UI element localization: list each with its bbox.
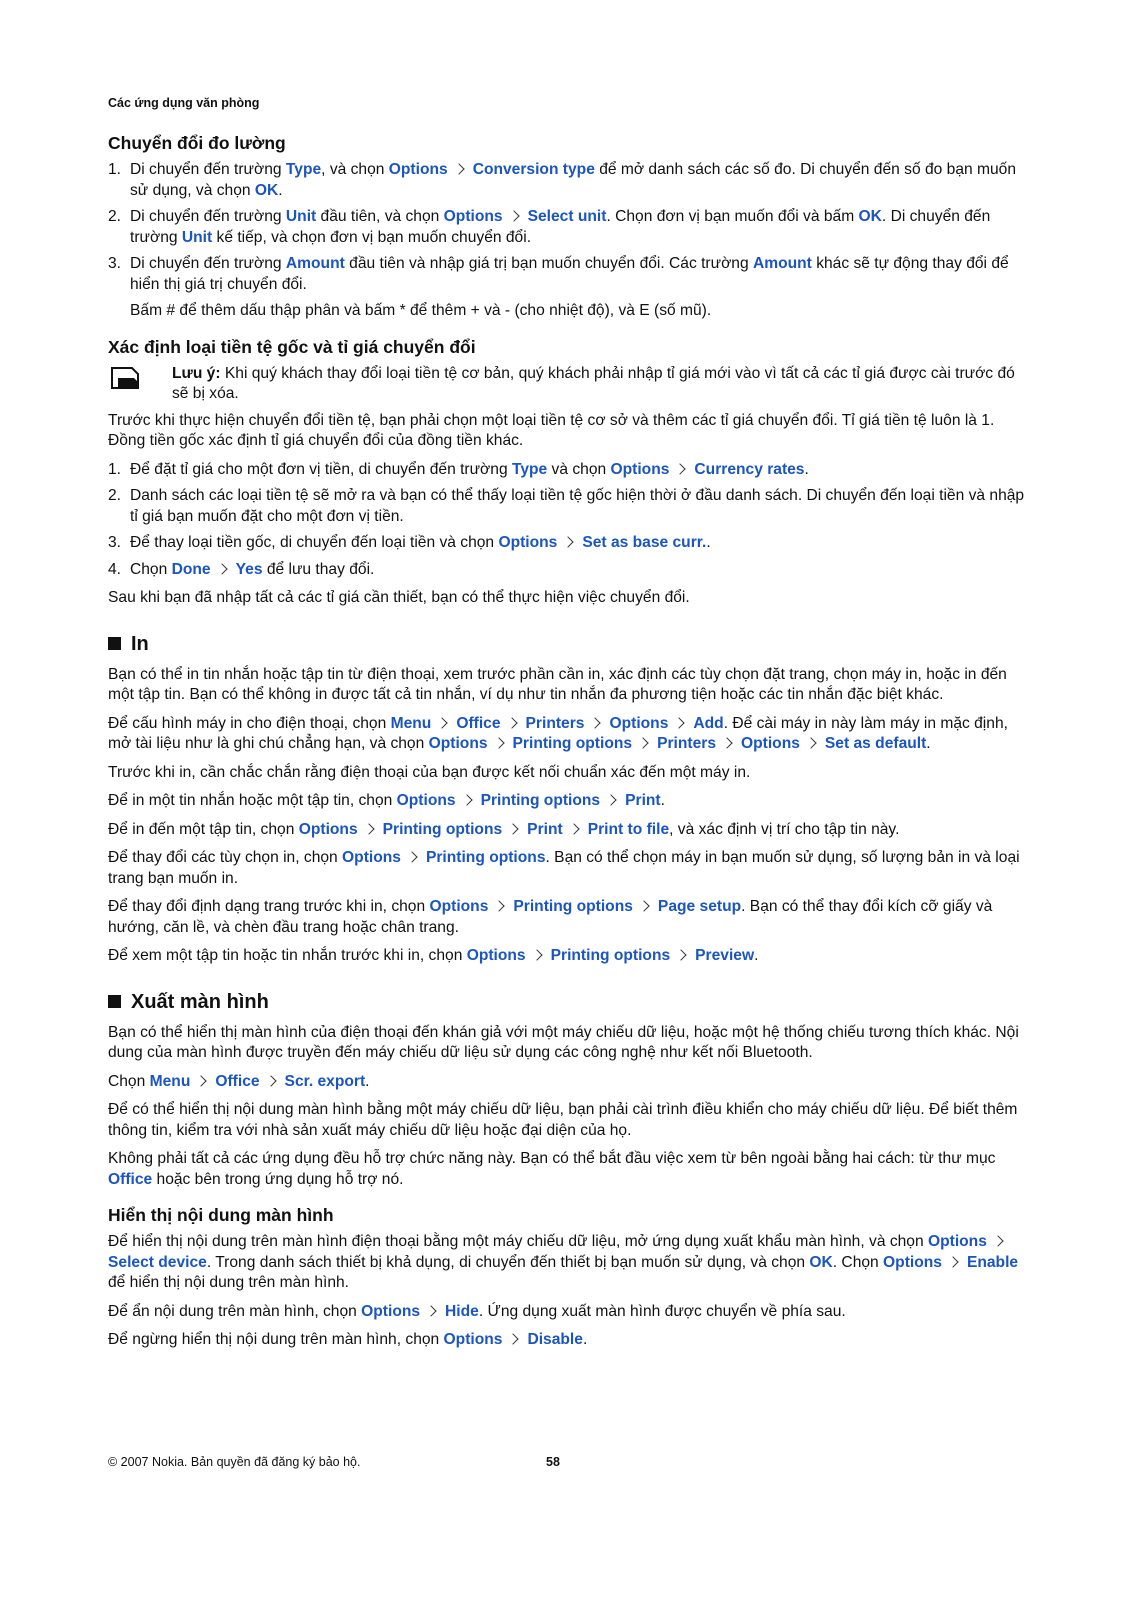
keyword: Options <box>498 534 558 551</box>
text: đầu tiên, và chọn <box>316 208 444 225</box>
section-heading-print <box>108 631 1026 657</box>
keyword: Options <box>883 1253 942 1271</box>
list-item <box>108 207 1026 248</box>
chevron-right-icon <box>805 738 816 749</box>
chevron-right-icon <box>508 823 519 834</box>
chevron-right-icon <box>265 1075 276 1086</box>
text: . Chọn <box>832 1253 884 1271</box>
paragraph: Sau khi bạn đã nhập tất cả các tỉ giá cần thiết, bạn có thể thực hiện việc chuyển đổi. <box>108 589 690 606</box>
keyword: Options <box>609 714 669 732</box>
keyword: OK <box>254 181 279 199</box>
keyword: Options <box>342 849 401 866</box>
step-number: 3. <box>108 534 122 551</box>
footer-copyright: © 2007 Nokia. Bản quyền đã đăng ký bảo hộ. <box>108 1455 361 1469</box>
text: khác sẽ tự động thay đổi để hiển thị giá trị chuyển đổi. <box>130 255 1009 293</box>
text: . Để cài máy in này làm máy in mặc định, mở tài liệu như là ghi chú chẳng hạn, và chọn <box>108 714 1008 752</box>
step-number: 2. <box>108 208 122 225</box>
page-number: 58 <box>546 1455 560 1469</box>
paragraph <box>108 897 1026 938</box>
text: hoặc bên trong ứng dụng hỗ trợ nó. <box>152 1170 404 1188</box>
paragraph <box>108 1072 1026 1093</box>
keyword: Print to file <box>587 820 670 838</box>
note-icon <box>110 366 140 390</box>
keyword: Printing options <box>480 792 601 809</box>
text: . Trong danh sách thiết bị khả dụng, di chuyển đến thiết bị bạn muốn sử dụng, và chọn <box>206 1253 810 1271</box>
paragraph: Trước khi in, cần chắc chắn rằng điện thoại của bạn được kết nối chuẩn xác đến một máy in. <box>108 763 751 781</box>
paragraph: Bạn có thể hiển thị màn hình của điện thoại đến khán giả với một máy chiếu dữ liệu, hoặc một hệ thống chiếu tương thích khác. Nội dung của màn hình được truyền đến máy chiếu dữ liệu sử dụng các công nghệ như kết nối Bluetooth. <box>108 1023 1019 1061</box>
section-title-show-screen: Hiển thị nội dung màn hình <box>108 1205 334 1225</box>
chevron-right-icon <box>637 738 648 749</box>
keyword: Printing options <box>512 735 633 752</box>
keyword: Office <box>108 1170 153 1188</box>
keyword: Options <box>741 735 800 752</box>
paragraph <box>108 1302 1026 1323</box>
text: Di chuyển đến trường <box>130 208 286 225</box>
list-item <box>108 160 1026 201</box>
heading-text: Xuất màn hình <box>131 990 269 1013</box>
keyword: Options <box>443 1331 503 1348</box>
paragraph: Trước khi thực hiện chuyển đổi tiền tệ, bạn phải chọn một loại tiền tệ cơ sở và thêm các tỉ giá chuyển đổi. Tỉ giá tiền tệ luôn là 1. Đồng tiền gốc xác định tỉ giá chuyển đổi của đồng tiền khác. <box>108 411 995 449</box>
text: kế tiếp, và chọn đơn vị bạn muốn chuyển đổi. <box>212 228 532 246</box>
text: . Bạn có thể thay đổi kích cỡ giấy và hướng, căn lề, và chèn đầu trang hoặc chân trang. <box>108 898 993 936</box>
list-item <box>108 533 1026 554</box>
paragraph <box>108 714 1026 755</box>
keyword: Currency rates <box>694 460 805 478</box>
note-label: Lưu ý: <box>172 364 221 382</box>
keyword: Printers <box>525 714 585 732</box>
section-title-base-currency: Xác định loại tiền tệ gốc và tỉ giá chuyển đổi <box>108 336 476 357</box>
keyword: Set as default <box>824 735 927 752</box>
text: Không phải tất cả các ứng dụng đều hỗ trợ chức năng này. Bạn có thể bắt đầu việc xem từ bên ngoài bằng hai cách: từ thư mục <box>108 1150 996 1167</box>
note-text: Khi quý khách thay đổi loại tiền tệ cơ bản, quý khách phải nhập tỉ giá mới vào vì tất cả các tỉ giá được cài trước đó sẽ bị xóa. <box>172 364 1015 402</box>
keyword: Preview <box>695 947 755 964</box>
text: . Chọn đơn vị bạn muốn đổi và bấm <box>606 208 859 225</box>
keyword: Add <box>693 714 724 732</box>
text: để mở danh sách các số đo. Di chuyển đến số đo bạn muốn sử dụng, và chọn <box>130 161 1016 199</box>
text: Để thay loại tiền gốc, di chuyển đến loại tiền và chọn <box>130 534 499 551</box>
keyword: Select unit <box>527 208 607 225</box>
keyword: Options <box>298 820 358 838</box>
keyword: Type <box>285 161 322 178</box>
keyword: Printing options <box>425 849 546 866</box>
paragraph: Để có thể hiển thị nội dung màn hình bằng một máy chiếu dữ liệu, bạn phải cài trình điều khiển cho máy chiếu dữ liệu. Để biết thêm thông tin, kiểm tra với nhà sản xuất máy chiếu dữ liệu hoặc đại diện của họ. <box>108 1101 1018 1139</box>
chevron-right-icon <box>508 1334 519 1345</box>
currency-steps <box>108 460 1026 581</box>
chevron-right-icon <box>216 563 227 574</box>
paragraph <box>108 848 1026 889</box>
keyword: Options <box>466 947 526 964</box>
text: Di chuyển đến trường <box>130 161 286 178</box>
chevron-right-icon <box>493 738 504 749</box>
chevron-right-icon <box>453 164 464 175</box>
text: . <box>706 534 711 551</box>
list-item <box>108 560 1026 581</box>
keyword: Printing options <box>513 898 633 915</box>
step-number: 3. <box>108 255 122 272</box>
chevron-right-icon <box>196 1075 207 1086</box>
section-title-measure-conversion: Chuyển đổi đo lường <box>108 133 286 153</box>
keyword: Office <box>456 714 501 732</box>
keyword: Amount <box>752 255 812 272</box>
text: Chọn <box>108 1072 150 1090</box>
text: , và xác định vị trí cho tập tin này. <box>669 820 900 838</box>
text: để lưu thay đổi. <box>262 560 375 578</box>
text: . <box>804 460 809 478</box>
text: . <box>926 735 931 752</box>
keyword: Yes <box>235 560 263 578</box>
text: để hiển thị nội dung trên màn hình. <box>108 1274 350 1291</box>
keyword: Print <box>625 792 661 809</box>
text: Để hiển thị nội dung trên màn hình điện thoại bằng một máy chiếu dữ liệu, mở ứng dụng xuất khẩu màn hình, và chọn <box>108 1233 928 1250</box>
chevron-right-icon <box>494 901 505 912</box>
note-box <box>108 364 1026 405</box>
page-content <box>108 132 1026 1359</box>
step-number: 2. <box>108 487 122 504</box>
text: Để ẩn nội dung trên màn hình, chọn <box>108 1302 362 1320</box>
square-bullet-icon <box>108 995 121 1008</box>
step-number: 1. <box>108 460 122 478</box>
text: Danh sách các loại tiền tệ sẽ mở ra và bạn có thể thấy loại tiền tệ gốc hiện thời ở đầu danh sách. Di chuyển đến loại tiền và nhập tỉ giá bạn muốn đặt cho một đơn vị tiền. <box>130 487 1025 525</box>
list-item <box>108 254 1026 295</box>
chevron-right-icon <box>675 950 686 961</box>
keyword: Page setup <box>657 898 742 915</box>
keyword: Set as base curr. <box>582 534 707 551</box>
text: Để in đến một tập tin, chọn <box>108 820 299 838</box>
chevron-right-icon <box>461 795 472 806</box>
keyword: Options <box>443 208 503 225</box>
paragraph <box>108 946 1026 967</box>
heading-text: In <box>131 632 149 655</box>
text: . Ứng dụng xuất màn hình được chuyển về phía sau. <box>478 1302 846 1320</box>
chevron-right-icon <box>674 717 685 728</box>
keyword: Done <box>171 560 211 578</box>
chevron-right-icon <box>406 852 417 863</box>
paragraph <box>108 1330 1026 1351</box>
text: Để thay đổi định dạng trang trước khi in, chọn <box>108 898 430 915</box>
keyword: Options <box>428 735 488 752</box>
text: Để xem một tập tin hoặc tin nhắn trước khi in, chọn <box>108 947 467 964</box>
text: , và chọn <box>321 161 389 178</box>
paragraph <box>108 1232 1026 1294</box>
text: Để ngừng hiển thị nội dung trên màn hình, chọn <box>108 1331 444 1348</box>
text: . <box>278 181 283 199</box>
chevron-right-icon <box>675 463 686 474</box>
chevron-right-icon <box>531 950 542 961</box>
keyword: Printers <box>657 735 716 752</box>
text: Để thay đổi các tùy chọn in, chọn <box>108 849 343 866</box>
section-heading-screen-export <box>108 989 1026 1015</box>
text: Để cấu hình máy in cho điện thoại, chọn <box>108 714 391 732</box>
running-header: Các ứng dụng văn phòng <box>108 96 260 110</box>
text: . <box>660 792 665 809</box>
keyword: Hide <box>445 1302 479 1320</box>
keyword: Print <box>527 820 563 838</box>
chevron-right-icon <box>992 1236 1003 1247</box>
chevron-right-icon <box>568 823 579 834</box>
keyword: Office <box>215 1072 260 1090</box>
text: Chọn <box>130 560 172 578</box>
measure-steps <box>108 160 1026 322</box>
list-item-tip <box>108 301 1026 322</box>
list-item <box>108 460 1026 481</box>
keyword: Options <box>610 460 670 478</box>
tip-text: Bấm # để thêm dấu thập phân và bấm * để thêm + và - (cho nhiệt độ), và E (số mũ). <box>130 302 712 319</box>
chevron-right-icon <box>563 537 574 548</box>
keyword: Menu <box>149 1072 191 1090</box>
keyword: Enable <box>966 1253 1019 1271</box>
text: Di chuyển đến trường <box>130 255 286 272</box>
chevron-right-icon <box>437 717 448 728</box>
text: đầu tiên và nhập giá trị bạn muốn chuyển đổi. Các trường <box>344 255 753 272</box>
chevron-right-icon <box>638 901 649 912</box>
chevron-right-icon <box>363 823 374 834</box>
keyword: Disable <box>527 1331 583 1348</box>
chevron-right-icon <box>947 1256 958 1267</box>
keyword: Unit <box>181 228 213 246</box>
keyword: Printing options <box>382 820 503 838</box>
chevron-right-icon <box>721 738 732 749</box>
keyword: Options <box>388 161 448 178</box>
chevron-right-icon <box>425 1305 436 1316</box>
keyword: Select device <box>108 1253 207 1271</box>
keyword: Amount <box>285 255 345 272</box>
keyword: OK <box>809 1253 833 1271</box>
paragraph <box>108 791 1026 812</box>
text: . <box>754 947 759 964</box>
chevron-right-icon <box>508 211 519 222</box>
chevron-right-icon <box>506 717 517 728</box>
chevron-right-icon <box>605 795 616 806</box>
paragraph <box>108 1149 1026 1190</box>
keyword: Unit <box>285 208 317 225</box>
text: . <box>365 1072 370 1090</box>
text: và chọn <box>547 460 611 478</box>
keyword: Type <box>511 460 548 478</box>
step-number: 1. <box>108 161 122 178</box>
text: Để đặt tỉ giá cho một đơn vị tiền, di chuyển đến trường <box>130 460 512 478</box>
keyword: Options <box>429 898 489 915</box>
paragraph: Bạn có thể in tin nhắn hoặc tập tin từ điện thoại, xem trước phần cần in, xác định các tùy chọn đặt trang, chọn máy in, hoặc in đến một tập tin. Bạn có thể không in được tất cả tin nhắn, ví dụ như tin nhắn đa phương tiện hoặc các tin nhắn đặc biệt khác. <box>108 665 1007 703</box>
keyword: Scr. export <box>284 1072 366 1090</box>
keyword: OK <box>858 208 882 225</box>
keyword: Options <box>396 792 456 809</box>
paragraph <box>108 820 1026 841</box>
text: . Di chuyển đến trường <box>130 208 991 246</box>
square-bullet-icon <box>108 637 121 650</box>
keyword: Printing options <box>550 947 671 964</box>
keyword: Conversion type <box>472 161 595 178</box>
text: . <box>582 1331 588 1348</box>
keyword: Options <box>927 1233 987 1250</box>
keyword: Menu <box>390 714 432 732</box>
step-number: 4. <box>108 560 122 578</box>
chevron-right-icon <box>590 717 601 728</box>
text: Để in một tin nhắn hoặc một tập tin, chọn <box>108 792 397 809</box>
keyword: Options <box>361 1302 421 1320</box>
text: . Bạn có thể chọn máy in bạn muốn sử dụng, số lượng bản in và loại trang bạn muốn in. <box>108 849 1020 887</box>
list-item <box>108 486 1026 527</box>
